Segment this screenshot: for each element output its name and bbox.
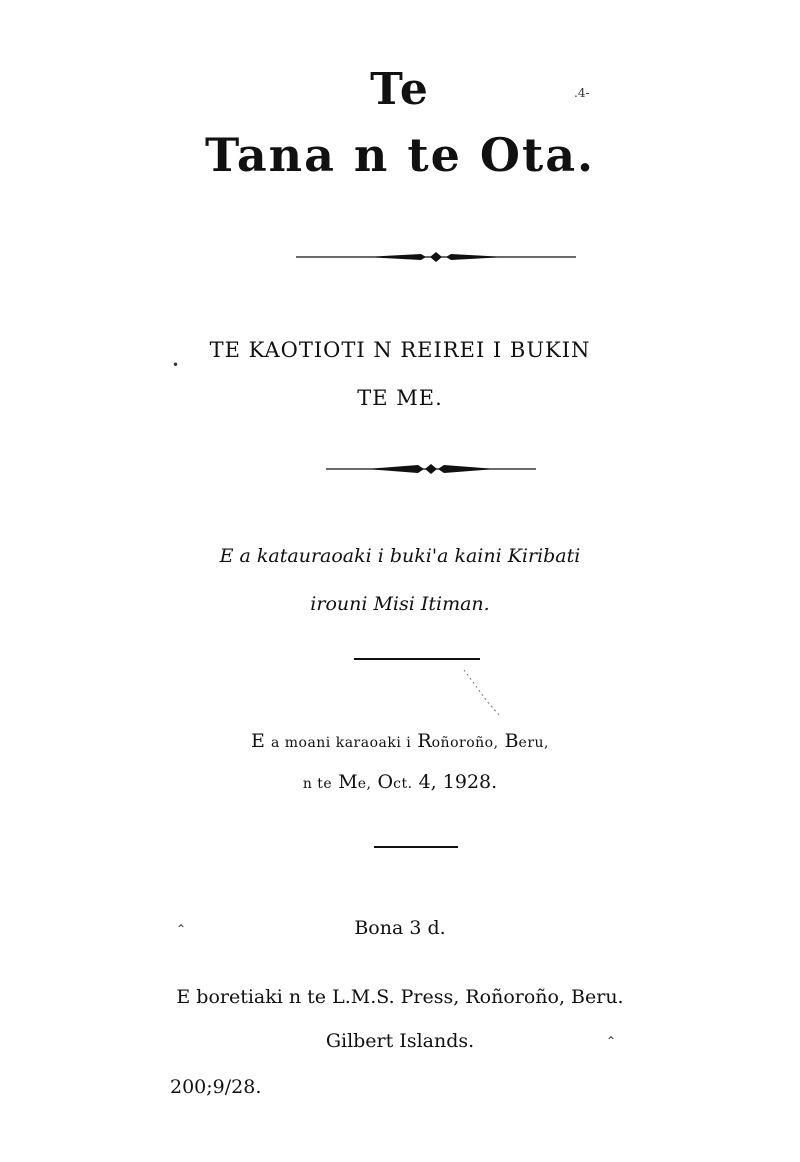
price: Bona 3 d. <box>354 917 446 939</box>
translator-line-1: E a katauraoaki i buki'a kaini Kiribati <box>219 545 581 567</box>
print-code: 200;9/28. <box>170 1076 262 1098</box>
speck-left-2: ⌃ <box>176 922 187 936</box>
title-line-1: Te <box>370 64 430 115</box>
ornamental-rule-top <box>296 250 576 264</box>
printer-line-2: Gilbert Islands. <box>325 1030 475 1052</box>
speck-right: ⌃ <box>606 1034 617 1048</box>
short-rule-2 <box>374 846 458 848</box>
speck-left: • <box>172 358 180 372</box>
publication-line-1: E a moani karaoaki i Roñoroño, Beru, <box>251 730 549 752</box>
heading-line-1: TE KAOTIOTI N REIREI I BUKIN <box>209 338 591 362</box>
heading-line-2: TE ME. <box>357 386 443 410</box>
title-line-2: Tana n te Ota. <box>204 128 596 182</box>
translator-line-2: irouni Misi Itiman. <box>310 593 490 615</box>
ink-smudge <box>460 666 510 722</box>
publication-line-2: n te Me, Oct. 4, 1928. <box>302 771 498 793</box>
printer-line-1: E boretiaki n te L.M.S. Press, Roñoroño, Beru. <box>176 986 624 1008</box>
short-rule-1 <box>354 658 480 660</box>
ornamental-rule-middle <box>326 462 536 476</box>
marginal-mark: .4- <box>574 86 590 100</box>
